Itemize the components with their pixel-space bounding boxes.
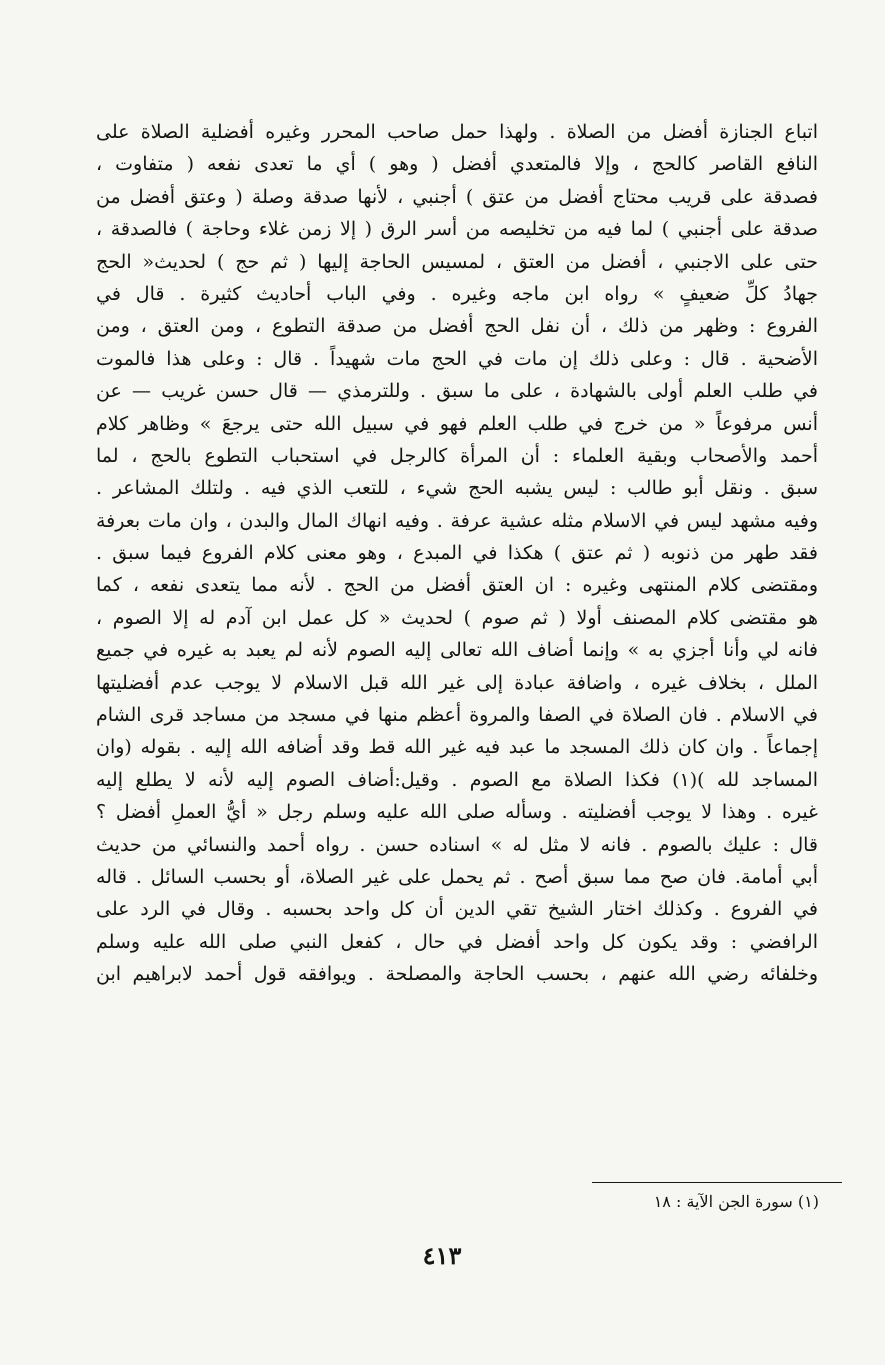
page-number: ٤١٣ [422,1241,462,1270]
text-line: أبي أمامة. فان صح مما سبق أصح . ثم يحمل على غير الصلاة، أو بحسب السائل . قاله [96,865,818,888]
text-line: الفروع : وظهر من ذلك ، أن نفل الحج أفضل من صدقة التطوع ، ومن العتق ، ومن [96,315,818,338]
text-line: الأضحية . قال : وعلى ذلك إن مات في الحج مات شهيداً . قال : وعلى هذا فالموت [96,347,818,370]
text-line: فانه لي وأنا أجزي به » وإنما أضاف الله تعالى إليه الصوم لأنه لم يعبد به غيره في جميع [96,639,818,662]
text-line: حتى على الاجنبي ، أفضل من العتق ، لمسيس الحاجة إليها ( ثم حج ) لحديث« الحج [96,250,818,273]
text-line: فصدقة على قريب محتاج أفضل من عتق ) أجنبي ، لأنها صدقة وصلة ( وعتق أفضل من [96,185,818,208]
text-line: ومقتضى كلام المنتهى وغيره : ان العتق أفضل من الحج . لأنه مما يتعدى نفعه ، كما [96,574,818,597]
text-line: أحمد والأصحاب وبقية العلماء : أن المرأة كالرجل في استحباب التطوع بالحج ، لما [96,444,818,467]
text-line: في طلب العلم أولى بالشهادة ، على ما سبق . وللترمذي — قال حسن غريب — عن [96,380,818,403]
text-line: اتباع الجنازة أفضل من الصلاة . ولهذا حمل صاحب المحرر وغيره أفضلية الصلاة على [96,121,818,143]
text-line: فقد طهر من ذنوبه ( ثم عتق ) هكذا في المبدع ، وهو معنى كلام الفروع فيما سبق . [96,542,818,565]
text-line: سبق . ونقل أبو طالب : ليس يشبه الحج شيء ، للتعب الذي فيه . ولتلك المشاعر . [96,477,818,500]
text-line: وفيه مشهد ليس في الاسلام مثله عشية عرفة . وفيه انهاك المال والبدن ، وان مات بعرفة [96,509,818,532]
text-line: هو مقتضى كلام المصنف أولا ( ثم صوم ) لحديث « كل عمل ابن آدم له إلا الصوم ، [96,606,818,629]
text-line: المساجد لله )(١) فكذا الصلاة مع الصوم . وقيل:أضاف الصوم إليه لأنه لا يطلع إليه [96,768,818,791]
text-line: النافع القاصر كالحج ، وإلا فالمتعدي أفضل ( وهو ) أي ما تعدى نفعه ( متفاوت ، [96,153,818,176]
footnote: (١) سورة الجن الآية : ١٨ [653,1192,819,1211]
text-line: صدقة على أجنبي ) لما فيه من تخليصه من أسر الرق ( إلا زمن غلاء وحاجة ) فالصدقة ، [96,218,818,241]
text-line: قال : عليك بالصوم . فانه لا مثل له » اسناده حسن . رواه أحمد والنسائي من حديث [96,833,818,856]
text-line: جهادُ كلِّ ضعيفٍ » رواه ابن ماجه وغيره . وفي الباب أحاديث كثيرة . قال في [96,282,818,305]
body-text [96,116,818,991]
text-line: الرافضي : وقد يكون كل واحد أفضل في حال ، كفعل النبي صلى الله عليه وسلم [96,930,818,953]
text-line: إجماعاً . وان كان ذلك المسجد ما عبد فيه غير الله قط وقد أضافه الله إليه . بقوله (وان [96,736,818,759]
text-line: وخلفائه رضي الله عنهم ، بحسب الحاجة والمصلحة . ويوافقه قول أحمد لابراهيم ابن [96,963,818,986]
text-line: الملل ، بخلاف غيره ، واضافة عبادة إلى غير الله قبل الاسلام لا يوجب عدم أفضليتها [96,671,818,694]
footnote-divider [592,1182,842,1183]
text-line: أنس مرفوعاً « من خرج في طلب العلم فهو في سبيل الله حتى يرجعَ » وظاهر كلام [96,412,818,435]
text-line: في الفروع . وكذلك اختار الشيخ تقي الدين أن كل واحد بحسبه . وقال في الرد على [96,898,818,921]
text-line: في الاسلام . فان الصلاة في الصفا والمروة أعظم منها في مسجد من مساجد قرى الشام [96,704,818,727]
text-line: غيره . وهذا لا يوجب أفضليته . وسأله صلى الله عليه وسلم رجل « أيُّ العملِ أفضل ؟ [96,801,818,824]
